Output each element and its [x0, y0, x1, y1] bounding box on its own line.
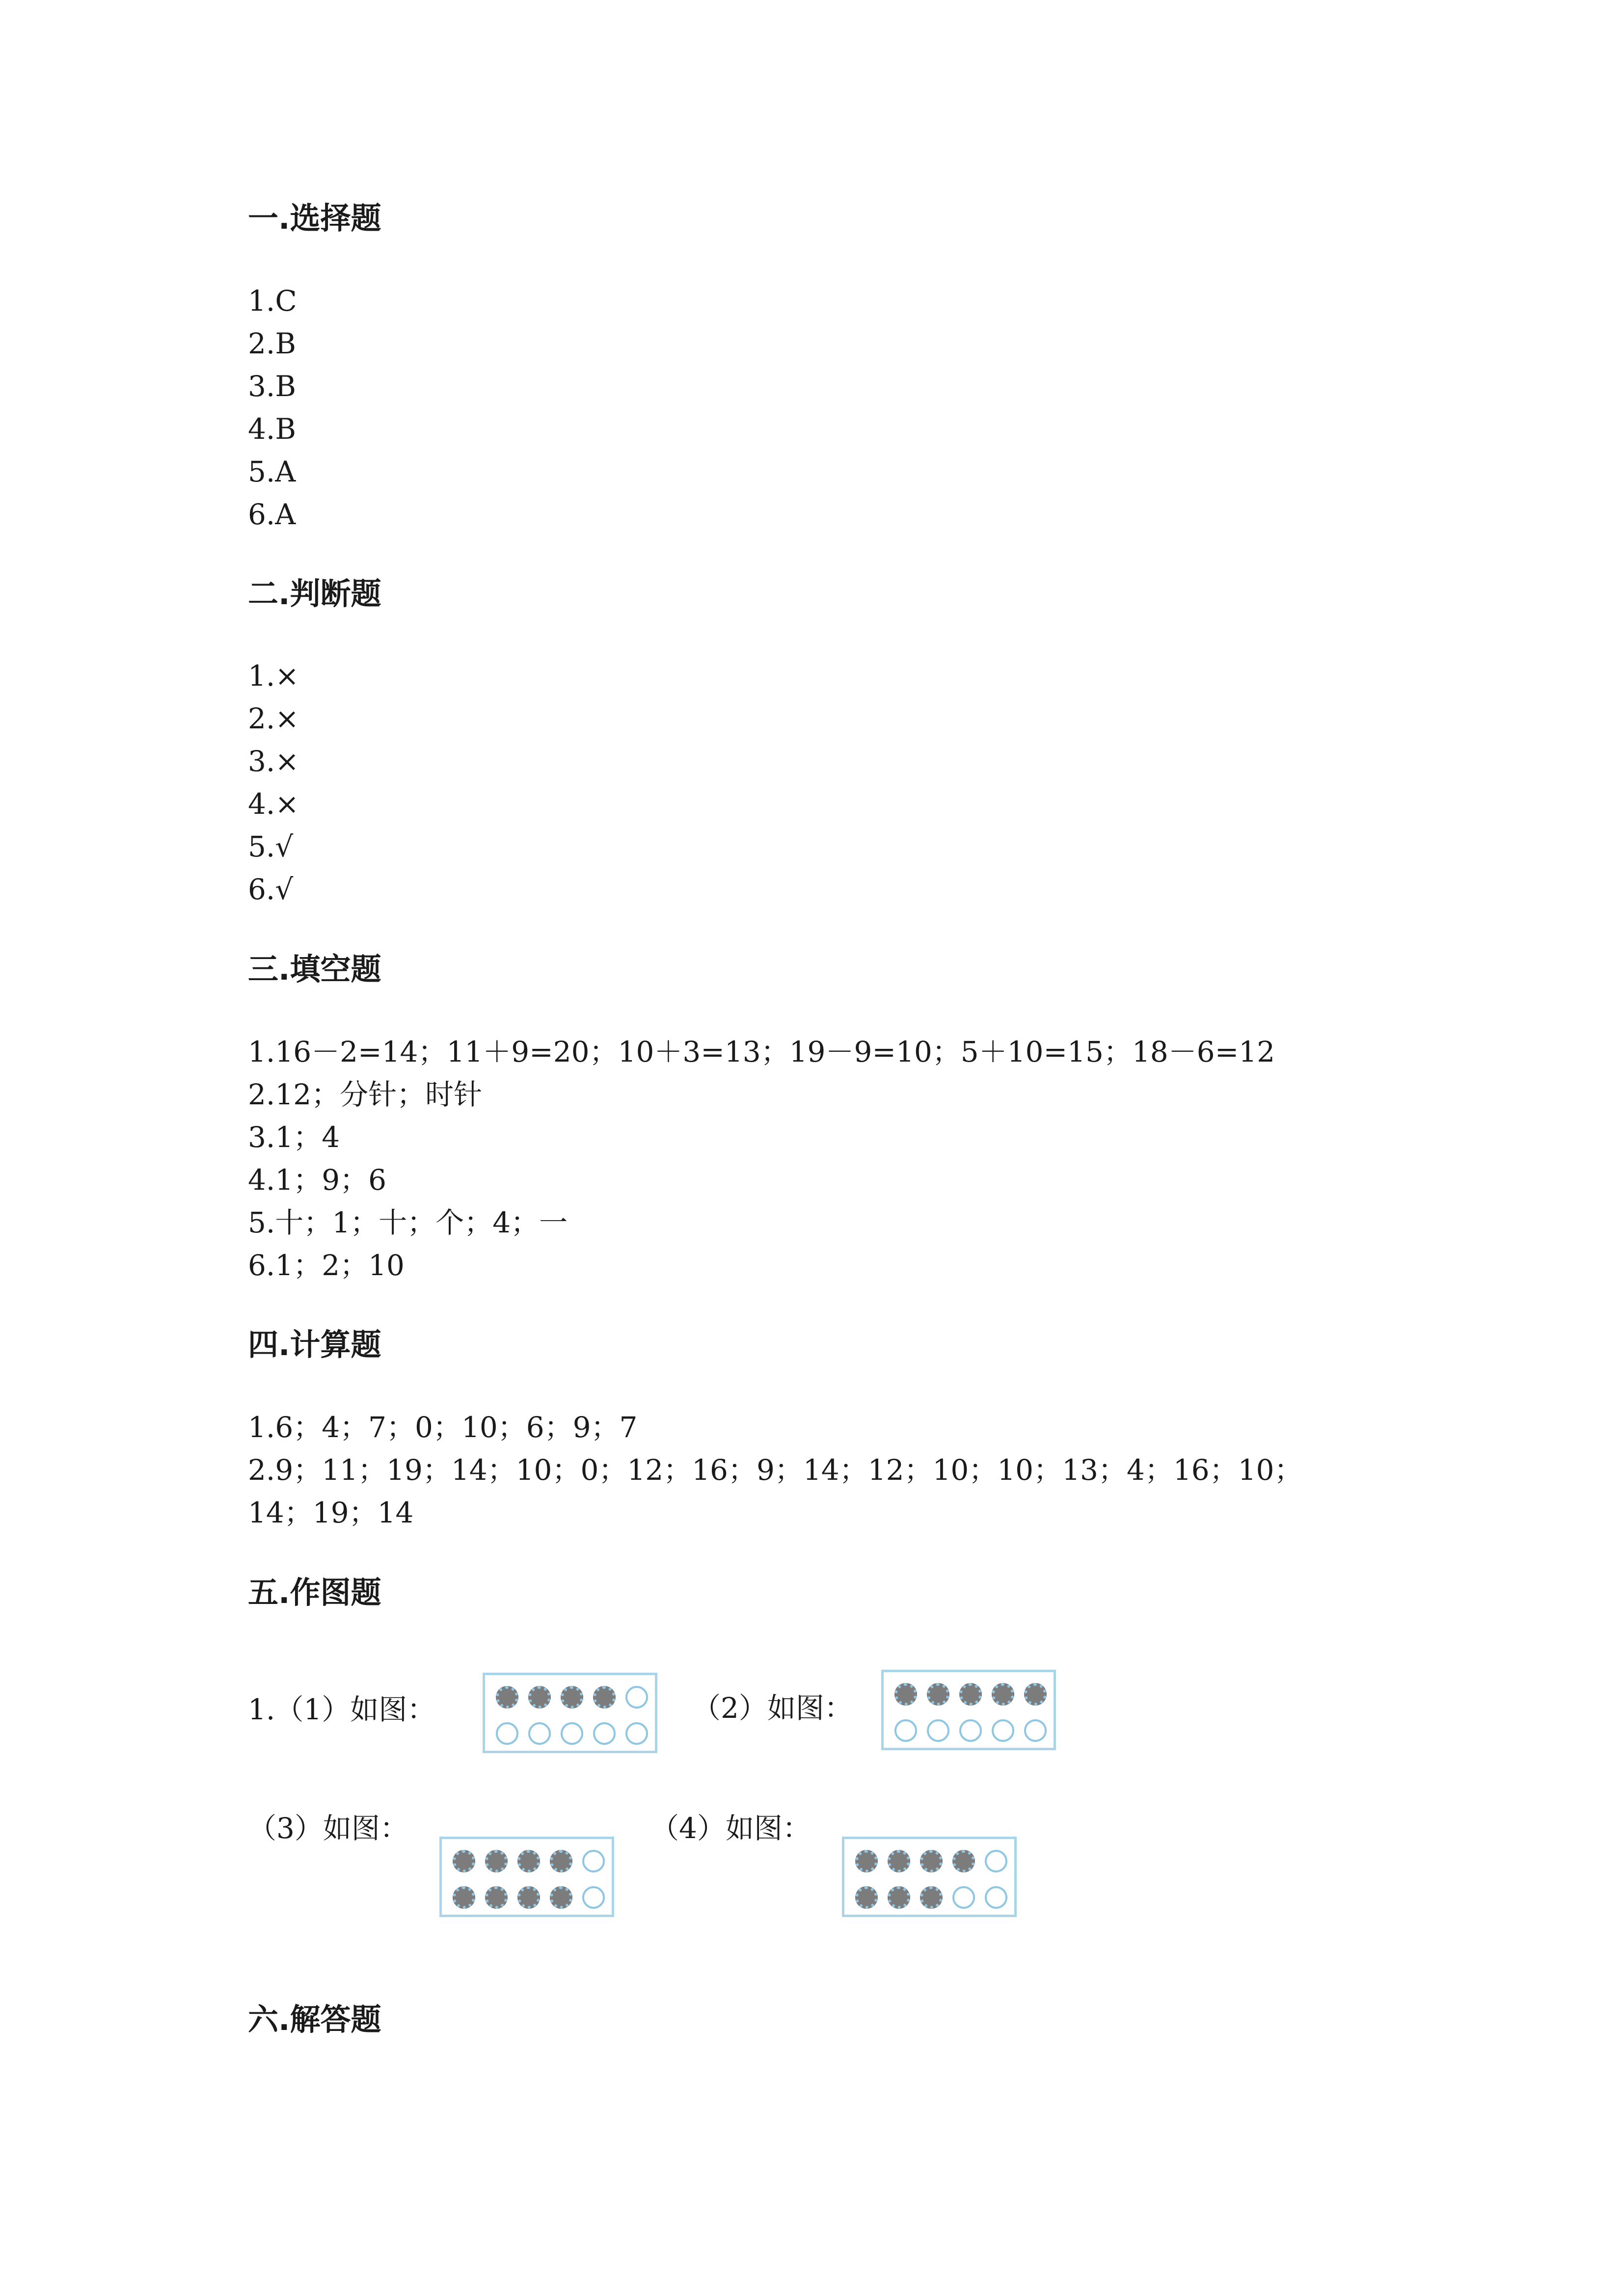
- filled-counter-icon: [920, 1886, 943, 1909]
- filled-counter-icon: [927, 1683, 949, 1706]
- figure-label-1: 1.（1）如图：: [248, 1693, 436, 1726]
- empty-counter-icon: [561, 1722, 583, 1745]
- choice-answer-5: 5.A: [248, 455, 296, 488]
- filled-counter-icon: [550, 1886, 572, 1909]
- empty-counter-icon: [1024, 1719, 1047, 1742]
- filled-counter-icon: [528, 1686, 551, 1709]
- empty-counter-icon: [625, 1686, 648, 1709]
- ten-frame-1: [483, 1673, 657, 1753]
- calc-answer-2: 2.9；11；19；14；10；0；12；16；9；14；12；10；10；13；4；16；10；: [248, 1453, 1303, 1487]
- filled-counter-icon: [1024, 1683, 1047, 1706]
- filled-counter-icon: [920, 1850, 943, 1872]
- fill-answer-3: 3.1；4: [248, 1121, 340, 1154]
- choice-answer-2: 2.B: [248, 327, 296, 360]
- choice-answer-3: 3.B: [248, 370, 296, 403]
- judgement-answer-5: 5.√: [248, 830, 294, 863]
- filled-counter-icon: [952, 1850, 975, 1872]
- filled-counter-icon: [496, 1686, 518, 1709]
- section-title-drawing: 五.作图题: [248, 1575, 381, 1610]
- filled-counter-icon: [855, 1850, 878, 1872]
- figure-label-3: （3）如图：: [248, 1812, 408, 1845]
- empty-counter-icon: [894, 1719, 917, 1742]
- section-title-answer: 六.解答题: [248, 2002, 381, 2037]
- filled-counter-icon: [992, 1683, 1014, 1706]
- fill-answer-4: 4.1；9；6: [248, 1163, 387, 1197]
- filled-counter-icon: [550, 1850, 572, 1872]
- calc-answer-1: 1.6；4；7；0；10；6；9；7: [248, 1411, 638, 1444]
- filled-counter-icon: [855, 1886, 878, 1909]
- filled-counter-icon: [517, 1850, 540, 1872]
- empty-counter-icon: [927, 1719, 949, 1742]
- choice-answer-6: 6.A: [248, 498, 296, 531]
- section-title-judgement: 二.判断题: [248, 576, 381, 612]
- filled-counter-icon: [959, 1683, 982, 1706]
- filled-counter-icon: [888, 1886, 910, 1909]
- judgement-answer-2: 2.×: [248, 702, 299, 735]
- filled-counter-icon: [894, 1683, 917, 1706]
- filled-counter-icon: [561, 1686, 583, 1709]
- figure-label-2: （2）如图：: [692, 1691, 853, 1725]
- filled-counter-icon: [485, 1850, 508, 1872]
- section-title-choice: 一.选择题: [248, 200, 381, 236]
- filled-counter-icon: [517, 1886, 540, 1909]
- choice-answer-1: 1.C: [248, 284, 297, 318]
- ten-frame-3: [439, 1837, 614, 1917]
- ten-frame-2: [881, 1670, 1056, 1750]
- empty-counter-icon: [992, 1719, 1014, 1742]
- empty-counter-icon: [496, 1722, 518, 1745]
- empty-counter-icon: [959, 1719, 982, 1742]
- section-title-fill-blank: 三.填空题: [248, 951, 381, 987]
- section-title-calculation: 四.计算题: [248, 1327, 381, 1362]
- empty-counter-icon: [625, 1722, 648, 1745]
- ten-frame-4: [842, 1837, 1017, 1917]
- filled-counter-icon: [453, 1850, 475, 1872]
- empty-counter-icon: [582, 1886, 605, 1909]
- empty-counter-icon: [582, 1850, 605, 1872]
- filled-counter-icon: [888, 1850, 910, 1872]
- fill-answer-5: 5.十；1；十；个；4；一: [248, 1206, 568, 1239]
- judgement-answer-4: 4.×: [248, 787, 299, 821]
- fill-answer-6: 6.1；2；10: [248, 1249, 405, 1282]
- filled-counter-icon: [593, 1686, 616, 1709]
- filled-counter-icon: [485, 1886, 508, 1909]
- empty-counter-icon: [985, 1850, 1007, 1872]
- empty-counter-icon: [593, 1722, 616, 1745]
- judgement-answer-6: 6.√: [248, 873, 294, 906]
- empty-counter-icon: [528, 1722, 551, 1745]
- calc-answer-2-continued: 14；19；14: [248, 1496, 414, 1529]
- choice-answer-4: 4.B: [248, 412, 296, 446]
- judgement-answer-1: 1.×: [248, 659, 299, 693]
- figure-label-4: （4）如图：: [650, 1812, 811, 1845]
- fill-answer-1: 1.16－2=14；11＋9=20；10＋3=13；19－9=10；5＋10=15；18－6=12: [248, 1035, 1275, 1068]
- filled-counter-icon: [453, 1886, 475, 1909]
- empty-counter-icon: [952, 1886, 975, 1909]
- fill-answer-2: 2.12；分针；时针: [248, 1078, 483, 1111]
- empty-counter-icon: [985, 1886, 1007, 1909]
- judgement-answer-3: 3.×: [248, 745, 299, 778]
